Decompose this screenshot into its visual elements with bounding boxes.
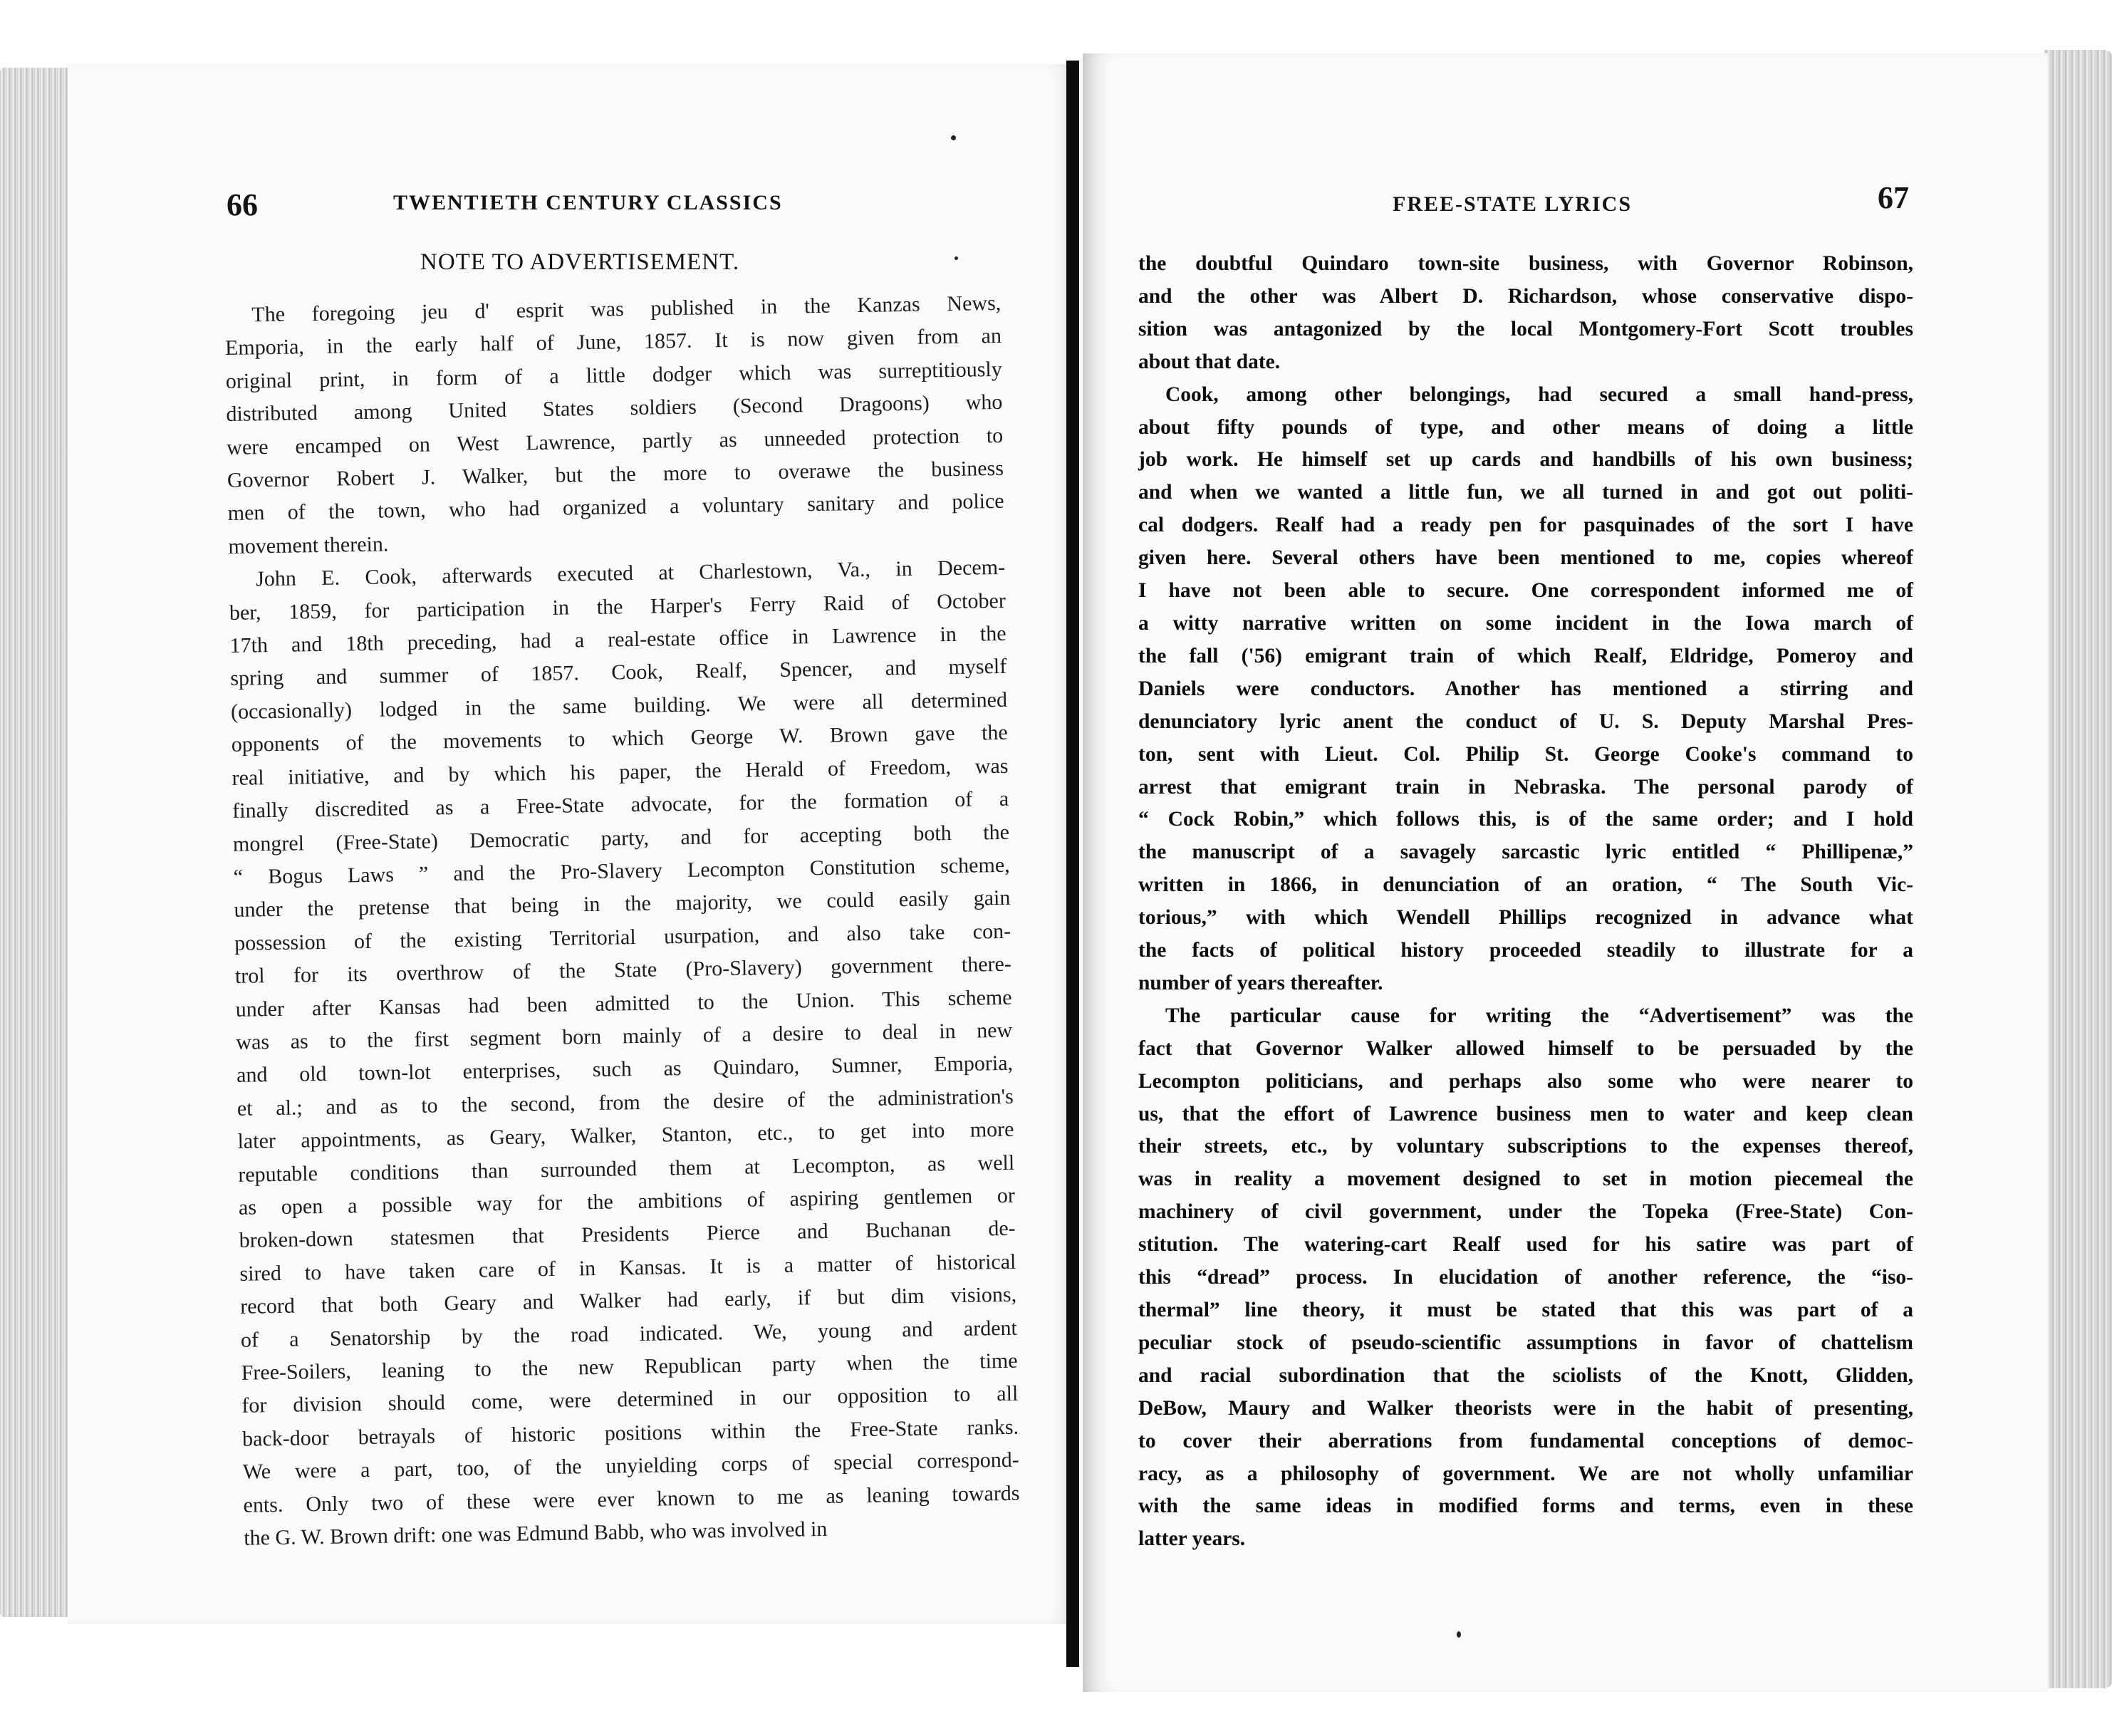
text-line: number of years thereafter.	[1138, 971, 1383, 994]
text-line: torious,” with which Wendell Phillips recognized in advance what	[1138, 906, 1913, 930]
paragraph	[1138, 379, 1913, 1000]
text-line: with the same ideas in modified forms and terms, even in these	[1138, 1495, 1913, 1518]
text-line: the G. W. Brown drift: one was Edmund Babb, who was involved in	[244, 1517, 828, 1550]
text-line: the doubtful Quindaro town-site business, with Governor Robinson,	[1138, 252, 1913, 275]
text-line: original print, in form of a little dodger which was surreptitiously	[225, 357, 1002, 393]
text-line: was as to the first segment born mainly of a desire to deal in new	[236, 1018, 1013, 1054]
text-line: as open a possible way for the ambitions of aspiring gentlemen or	[238, 1183, 1016, 1220]
text-line: broken-down statesmen that Presidents Pierce and Buchanan de-	[239, 1217, 1016, 1253]
text-line: to cover their aberrations from fundamental conceptions of democ-	[1138, 1429, 1913, 1452]
text-line: thermal” line theory, it must be stated that this was part of a	[1138, 1299, 1913, 1321]
text-line: racy, as a philosophy of government. We are not wholly unfamiliar	[1138, 1462, 1913, 1485]
text-line: The particular cause for writing the “Advertisement” was the	[1165, 1004, 1913, 1027]
text-line: DeBow, Maury and Walker theorists were in the habit of presenting,	[1138, 1396, 1913, 1420]
text-line: (occasionally) lodged in the same building. We were all determined	[230, 687, 1008, 724]
text-line: sired to have taken care of in Kansas. It is a matter of historical	[239, 1249, 1016, 1286]
text-line: back-door betrayals of historic positions within the Free-State ranks.	[241, 1415, 1019, 1451]
text-line: job work. He himself set up cards and handbills of his own business;	[1138, 448, 1913, 472]
text-line: and the other was Albert D. Richardson, whose conservative dispo-	[1138, 284, 1913, 308]
text-line: the facts of political history proceeded steadily to illustrate for a	[1138, 939, 1913, 962]
text-line: We were a part, too, of the unyielding corps of special correspond-	[242, 1447, 1019, 1485]
text-line: mongrel (Free-State) Democratic party, and for accepting both the	[232, 820, 1010, 856]
right-running-head: FREE-STATE LYRICS	[1393, 192, 1633, 216]
ink-speck	[1457, 1631, 1461, 1638]
paragraph	[1138, 248, 1913, 379]
text-line: this “dread” process. In elucidation of another reference, the “iso-	[1138, 1266, 1913, 1289]
text-line: Free-Soilers, leaning to the new Republican party when the time	[241, 1348, 1018, 1385]
text-line: of a Senatorship by the road indicated. We, young and ardent	[240, 1316, 1018, 1352]
right-page-number: 67	[1878, 180, 1909, 215]
paragraph	[1138, 1000, 1913, 1556]
text-line: 17th and 18th preceding, had a real-estate office in Lawrence in the	[229, 621, 1006, 658]
section-title: NOTE TO ADVERTISEMENT.	[420, 249, 740, 275]
text-line: Daniels were conductors. Another has mentioned a stirring and	[1138, 677, 1913, 700]
ink-speck	[954, 256, 958, 260]
left-running-head: TWENTIETH CENTURY CLASSICS	[393, 191, 783, 214]
text-line: arrest that emigrant train in Nebraska. The personal parody of	[1138, 775, 1913, 799]
text-line: spring and summer of 1857. Cook, Realf, Spencer, and myself	[230, 655, 1007, 691]
text-line: Emporia, in the early half of June, 1857. It is now given from an	[224, 324, 1002, 360]
text-line: under the pretense that being in the majority, we could easily gain	[234, 886, 1011, 922]
text-line: “ Cock Robin,” which follows this, is of the same order; and I hold	[1138, 808, 1913, 831]
text-line: the fall ('56) emigrant train of which Realf, Eldridge, Pomeroy and	[1138, 644, 1913, 667]
text-line: a witty narrative written on some incident in the Iowa march of	[1138, 611, 1913, 635]
text-line: us, that the effort of Lawrence business men to water and keep clean	[1138, 1102, 1913, 1126]
text-line: stitution. The watering-cart Realf used for his satire was part of	[1138, 1233, 1913, 1257]
book-gutter	[1066, 61, 1079, 1667]
text-line: and racial subordination that the sciolists of the Knott, Glidden,	[1138, 1363, 1913, 1387]
text-line: reputable conditions than surrounded them at Lecompton, as well	[238, 1150, 1015, 1187]
paragraph	[229, 551, 1021, 1555]
text-line: movement therein.	[228, 532, 389, 558]
text-line: finally discredited as a Free-State advocate, for the formation of a	[232, 786, 1009, 823]
text-line: the manuscript of a savagely sarcastic lyric entitled “ Phillipenæ,”	[1138, 841, 1913, 864]
text-line: cal dodgers. Realf had a ready pen for pasquinades of the sort I have	[1138, 514, 1913, 537]
text-line: about that date.	[1138, 350, 1281, 373]
left-body-text	[224, 287, 1021, 1555]
text-line: peculiar stock of pseudo-scientific assumptions in favor of chattelism	[1138, 1331, 1913, 1354]
text-line: for division should come, were determined in our opposition to all	[241, 1382, 1019, 1418]
text-line: were encamped on West Lawrence, partly as unneeded protection to	[227, 423, 1004, 459]
text-line: real initiative, and by which his paper, the Herald of Freedom, was	[232, 754, 1009, 790]
text-line: ton, sent with Lieut. Col. Philip St. George Cooke's command to	[1138, 742, 1913, 766]
text-line: ber, 1859, for participation in the Harper's Ferry Raid of October	[229, 588, 1006, 625]
left-page-number: 66	[227, 187, 258, 222]
text-line: possession of the existing Territorial usurpation, and also take con-	[234, 919, 1011, 955]
paragraph	[224, 287, 1005, 563]
text-line: was in reality a movement designed to set in motion piecemeal the	[1138, 1168, 1913, 1191]
text-line: under after Kansas had been admitted to the Union. This scheme	[235, 985, 1012, 1022]
right-body-text	[1138, 248, 1913, 1556]
page-edges-right	[2044, 50, 2112, 1688]
text-line: opponents of the movements to which George W. Brown gave the	[231, 721, 1008, 757]
text-line: fact that Governor Walker allowed himself to be persuaded by the	[1138, 1036, 1913, 1060]
text-line: about fifty pounds of type, and other means of doing a little	[1138, 415, 1913, 439]
text-line: men of the town, who had organized a voluntary sanitary and police	[227, 489, 1004, 526]
text-line: latter years.	[1138, 1527, 1246, 1551]
text-line: trol for its overthrow of the State (Pro-Slavery) government there-	[234, 952, 1012, 989]
text-line: their streets, etc., by voluntary subscriptions to the expenses thereof,	[1138, 1135, 1913, 1158]
text-line: and when we wanted a little fun, we all turned in and got out politi-	[1138, 481, 1913, 504]
text-line: machinery of civil government, under the Topeka (Free-State) Con-	[1138, 1200, 1913, 1224]
text-line: The foregoing jeu d' esprit was published in the Kanzas News,	[251, 291, 1002, 327]
text-line: denunciatory lyric anent the conduct of U. S. Deputy Marshal Pres-	[1138, 710, 1913, 733]
text-line: “ Bogus Laws ” and the Pro-Slavery Lecompton Constitution scheme,	[233, 853, 1010, 889]
text-line: given here. Several others have been mentioned to me, copies whereof	[1138, 546, 1913, 570]
text-line: Lecompton politicians, and perhaps also some who were nearer to	[1138, 1069, 1913, 1093]
text-line: et al.; and as to the second, from the desire of the administration's	[236, 1084, 1014, 1121]
text-line: I have not been able to secure. One correspondent informed me of	[1138, 579, 1913, 603]
page-edges-left	[0, 68, 78, 1617]
text-line: ents. Only two of these were ever known to me as leaning towards	[243, 1481, 1020, 1517]
text-line: later appointments, as Geary, Walker, Stanton, etc., to get into more	[237, 1117, 1014, 1154]
text-line: written in 1866, in denunciation of an oration, “ The South Vic-	[1138, 873, 1913, 897]
text-line: Cook, among other belongings, had secured a small hand-press,	[1165, 383, 1913, 406]
text-line: Governor Robert J. Walker, but the more to overawe the business	[227, 456, 1004, 492]
ink-speck	[951, 135, 956, 140]
text-line: record that both Geary and Walker had early, if but dim visions,	[239, 1282, 1017, 1319]
text-line: John E. Cook, afterwards executed at Charlestown, Va., in Decem-	[255, 556, 1006, 591]
text-line: distributed among United States soldiers (Second Dragoons) who	[226, 390, 1003, 427]
text-line: sition was antagonized by the local Montgomery-Fort Scott troubles	[1138, 317, 1913, 341]
text-line: and old town-lot enterprises, such as Quindaro, Sumner, Emporia,	[236, 1051, 1014, 1088]
